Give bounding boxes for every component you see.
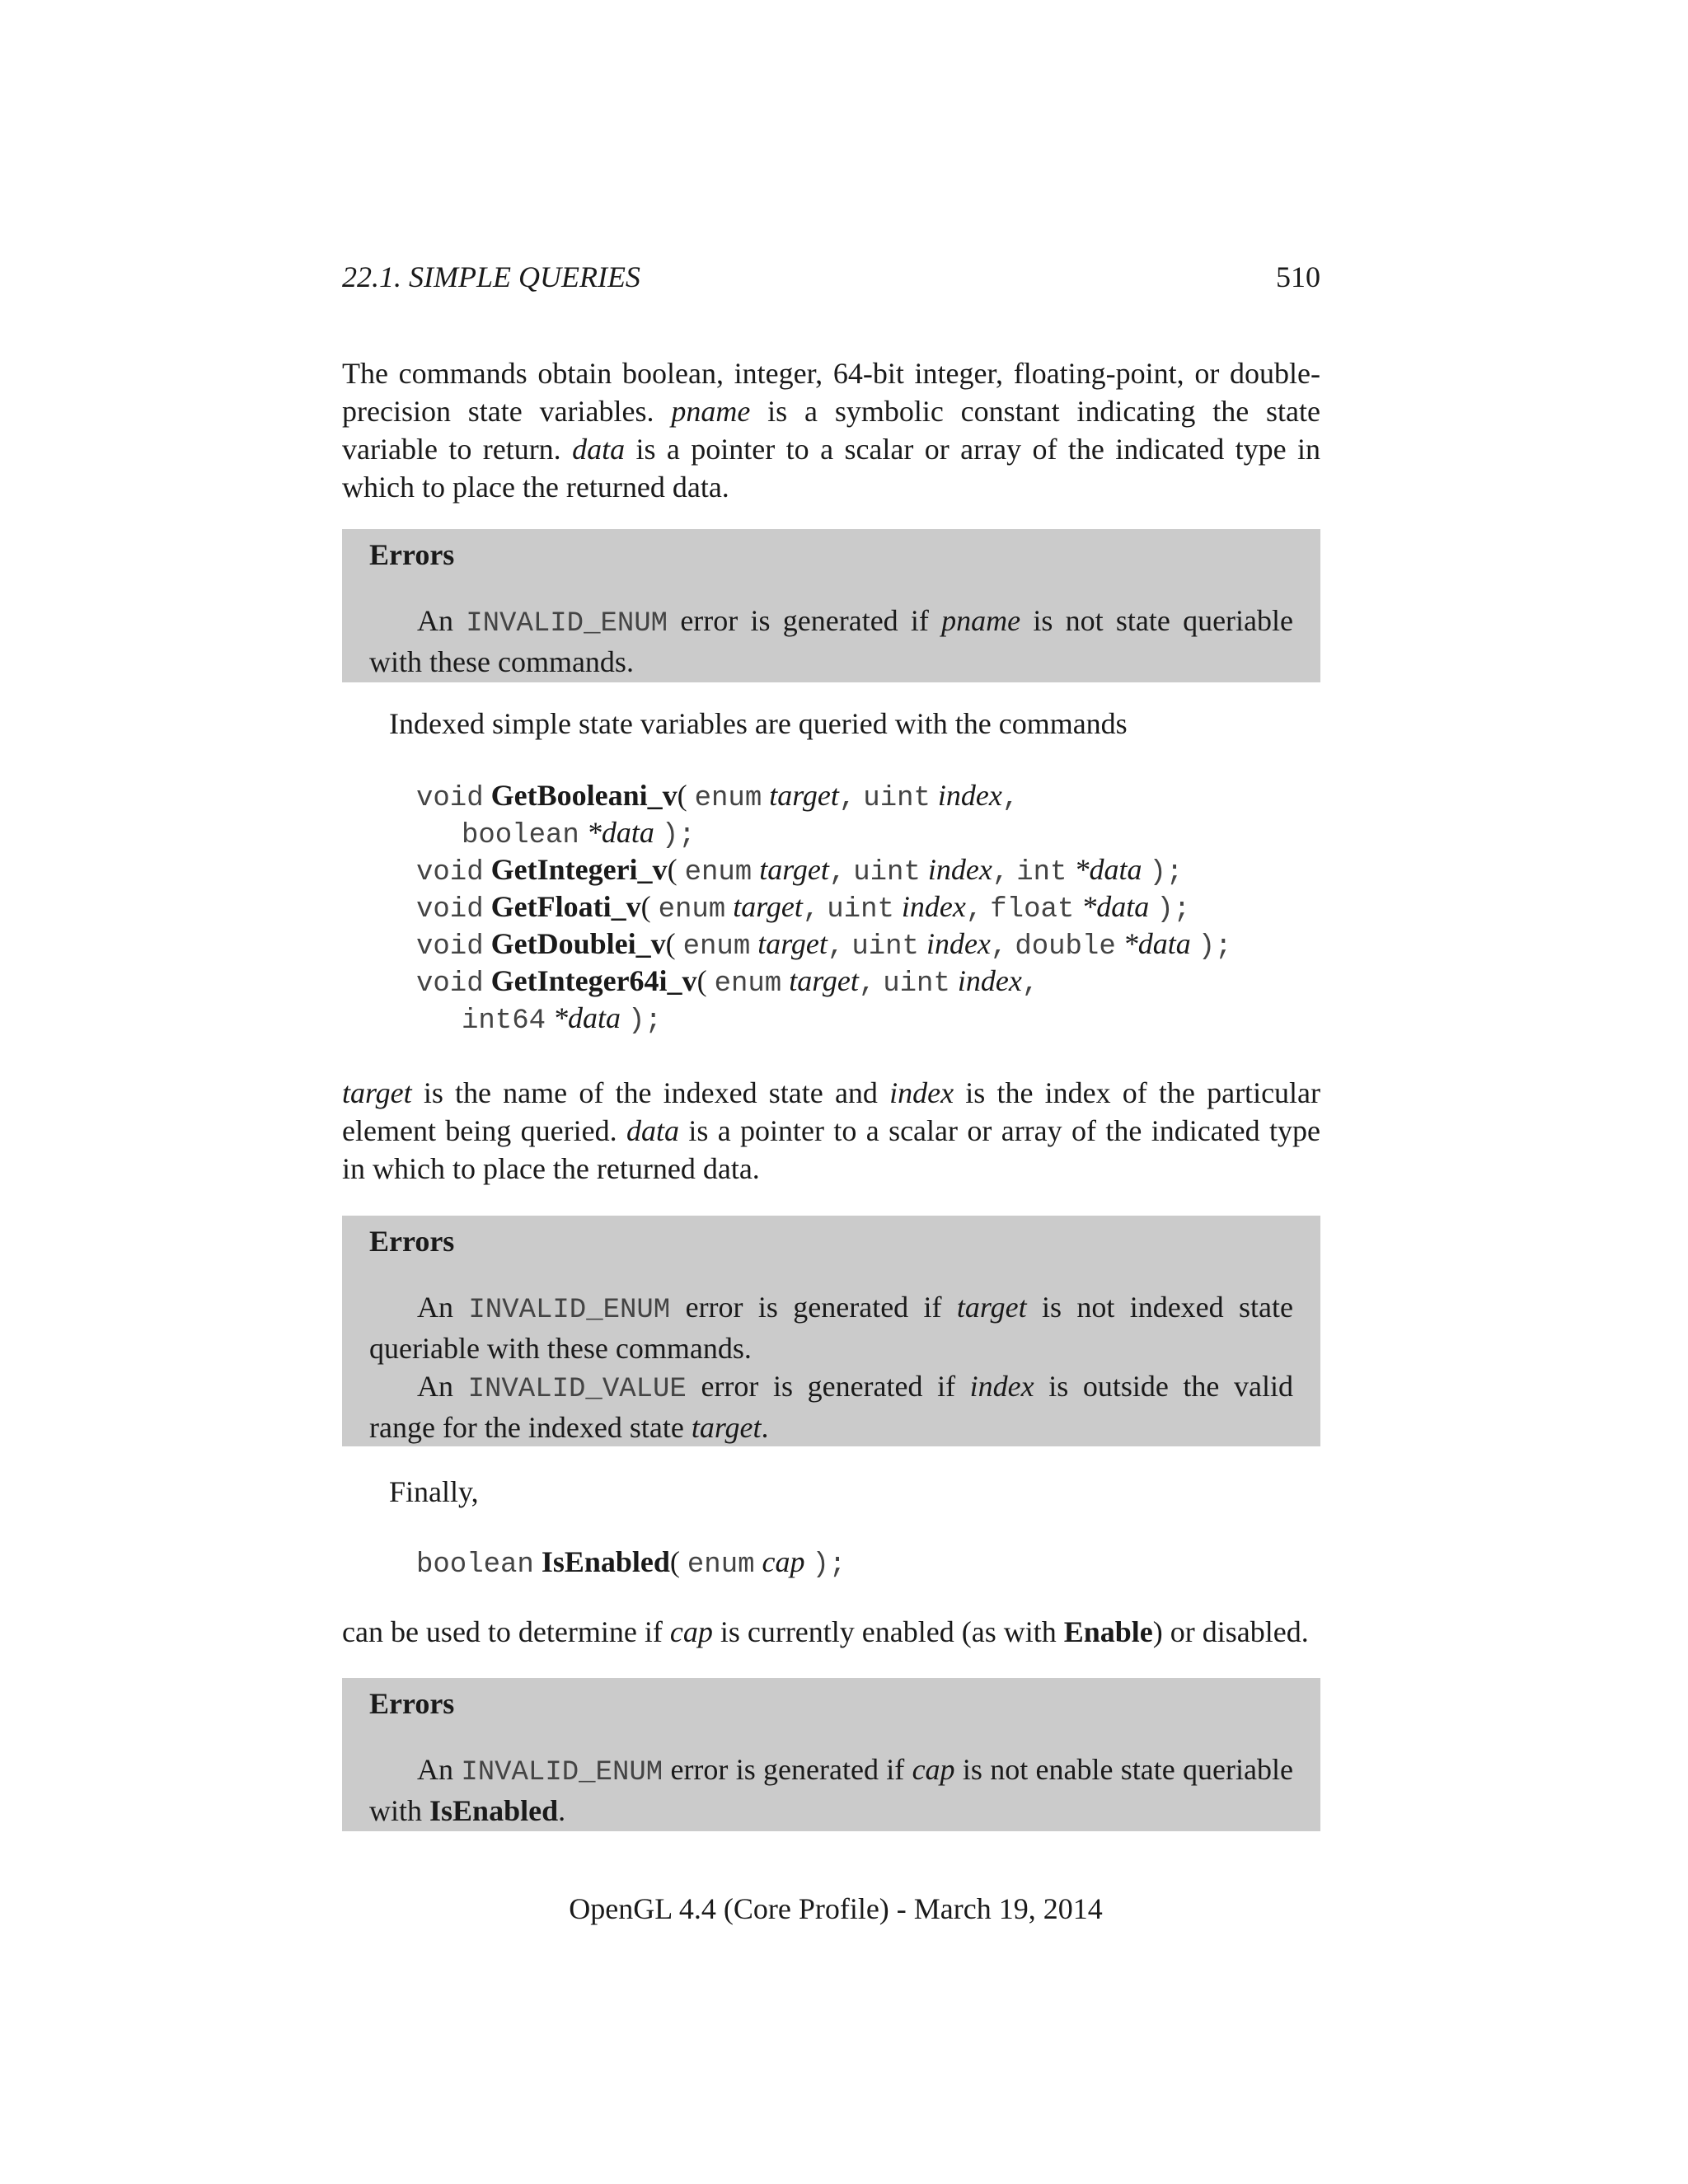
param-index: index [937, 779, 1002, 812]
code-keyword: enum [658, 894, 726, 926]
finally-text: Finally, [389, 1475, 479, 1508]
errors-box-3 [342, 1678, 1320, 1831]
errors-box-2 [342, 1216, 1320, 1446]
error-text [369, 602, 1293, 681]
paragraph-text: is a pointer to a scalar or array of the indicated type in which to place the returned data. [342, 1114, 1320, 1185]
code-punct: , [838, 783, 856, 814]
code-punct: ( [667, 853, 678, 886]
code-keyword: void [416, 894, 484, 926]
code-punct: , [990, 931, 1008, 963]
error-text [369, 1367, 1293, 1446]
errors-title: Errors [369, 1225, 455, 1258]
code-keyword: uint [883, 968, 950, 1000]
paragraph-text: can be used to determine if [342, 1615, 670, 1648]
intro-paragraph [342, 354, 1320, 506]
code-keyword: int [1016, 857, 1067, 888]
code-keyword: enum [682, 931, 751, 963]
param-index: index [927, 853, 992, 886]
param-data: *data [1074, 853, 1142, 886]
code-punct: ( [669, 1545, 680, 1578]
paragraph-text: is currently enabled (as with [712, 1615, 1064, 1648]
error-code: INVALID_ENUM [466, 608, 668, 640]
param-target: target [691, 1411, 762, 1444]
error-code: INVALID_VALUE [467, 1374, 687, 1405]
paragraph-text: is the name of the indexed state and [411, 1076, 890, 1109]
code-keyword: enum [694, 783, 762, 814]
code-punct: , [992, 857, 1010, 888]
param-data: *data [1123, 927, 1191, 960]
code-line [416, 776, 1232, 813]
param-index: index [926, 927, 991, 960]
error-code: INVALID_ENUM [468, 1295, 671, 1326]
function-name: GetIntegeri_v [490, 853, 668, 886]
code-punct: , [1021, 968, 1039, 1000]
cap-paragraph [342, 1613, 1320, 1651]
code-punct: ); [661, 820, 696, 851]
code-keyword: enum [687, 1549, 755, 1581]
code-keyword: uint [851, 931, 919, 963]
function-name: GetBooleani_v [490, 779, 678, 812]
code-keyword: boolean [462, 820, 579, 851]
code-keyword: void [416, 968, 484, 1000]
param-data: *data [586, 816, 654, 849]
error-fragment: is not indexed state queriable with these commands. [369, 1291, 1293, 1365]
code-keyword: boolean [416, 1549, 534, 1581]
code-line [416, 813, 1232, 851]
page-footer: OpenGL 4.4 (Core Profile) - March 19, 2014 [569, 1892, 1103, 1925]
code-keyword: uint [863, 783, 931, 814]
code-line [416, 962, 1232, 999]
indexed-intro: Indexed simple state variables are queried with the commands [389, 707, 1128, 740]
code-punct: , [828, 857, 846, 888]
param-pname: pname [671, 395, 751, 428]
function-name: GetInteger64i_v [490, 964, 697, 997]
error-fragment: is outside the valid range for the indexed state [369, 1370, 1293, 1444]
code-keyword: void [416, 783, 484, 814]
error-text [369, 1750, 1293, 1830]
param-target: target [769, 779, 839, 812]
intro-text: The commands obtain boolean, integer, 64-bit integer, floating-point, or double-precision state variables. [342, 357, 1320, 428]
code-punct: ( [677, 779, 687, 812]
code-punct: ); [1149, 857, 1184, 888]
code-punct: , [965, 894, 983, 926]
target-paragraph [342, 1074, 1320, 1188]
code-keyword: void [416, 931, 484, 963]
error-fragment: error is generated if [670, 1291, 957, 1324]
function-name: GetDoublei_v [490, 927, 666, 960]
param-target: target [956, 1291, 1027, 1324]
code-line [416, 851, 1232, 888]
code-line [416, 925, 1232, 962]
code-keyword: uint [853, 857, 921, 888]
param-index: index [969, 1370, 1034, 1403]
code-keyword: enum [684, 857, 753, 888]
code-punct: , [802, 894, 820, 926]
code-keyword: int64 [462, 1005, 546, 1037]
param-data: *data [1081, 890, 1150, 923]
param-target: target [342, 1076, 412, 1109]
error-code: INVALID_ENUM [461, 1757, 663, 1788]
code-punct: ); [628, 1005, 662, 1037]
param-cap: cap [912, 1753, 955, 1786]
isenabled-prototype [416, 1543, 846, 1584]
error-fragment: is not state queriable with these commands. [369, 604, 1293, 678]
error-fragment: is not enable state queriable with [369, 1753, 1293, 1827]
param-cap: cap [762, 1545, 805, 1578]
param-index: index [957, 964, 1022, 997]
paragraph-text: ) or disabled. [1152, 1615, 1309, 1648]
function-name: IsEnabled [429, 1794, 559, 1827]
code-keyword: double [1015, 931, 1116, 963]
code-punct: , [858, 968, 876, 1000]
code-line [416, 888, 1232, 925]
param-target: target [733, 890, 803, 923]
error-an: An [417, 604, 467, 637]
param-target: target [759, 853, 829, 886]
errors-title: Errors [369, 1687, 455, 1720]
param-data: data [626, 1114, 679, 1147]
param-data: data [572, 433, 626, 466]
error-fragment: . [761, 1411, 769, 1444]
error-text [369, 1288, 1293, 1367]
code-punct: , [827, 931, 845, 963]
code-punct: ( [665, 927, 676, 960]
intro-text: is a pointer to a scalar or array of the indicated type in which to place the returned data. [342, 433, 1320, 504]
code-keyword: void [416, 857, 484, 888]
code-punct: ); [1156, 894, 1191, 926]
code-punct: ); [1198, 931, 1232, 963]
running-header [342, 258, 1320, 296]
code-punct: ); [812, 1549, 846, 1581]
function-name: GetFloati_v [490, 890, 641, 923]
code-line [416, 999, 1232, 1036]
error-an: An [417, 1753, 462, 1786]
paragraph-text: is the index of the particular element being queried. [342, 1076, 1321, 1147]
errors-box-1 [342, 529, 1320, 682]
code-keyword: float [990, 894, 1075, 926]
param-target: target [757, 927, 828, 960]
param-data: *data [553, 1001, 621, 1034]
code-keyword: uint [827, 894, 894, 926]
param-index: index [889, 1076, 954, 1109]
code-punct: , [1001, 783, 1020, 814]
error-an: An [417, 1291, 469, 1324]
function-name: Enable [1063, 1615, 1153, 1648]
error-fragment: error is generated if [663, 1753, 912, 1786]
errors-title: Errors [369, 538, 455, 571]
param-index: index [901, 890, 966, 923]
section-title: 22.1. SIMPLE QUERIES [342, 260, 640, 293]
error-fragment: . [558, 1794, 566, 1827]
code-keyword: enum [714, 968, 782, 1000]
code-punct: ( [640, 890, 651, 923]
page-number: 510 [1276, 260, 1320, 293]
code-block [416, 776, 1232, 1036]
error-fragment: error is generated if [686, 1370, 970, 1403]
function-name: IsEnabled [541, 1545, 670, 1578]
param-cap: cap [669, 1615, 713, 1648]
error-fragment: error is generated if [668, 604, 942, 637]
code-punct: ( [696, 964, 707, 997]
param-target: target [789, 964, 859, 997]
intro-text: is a symbolic constant indicating the state variable to return. [342, 395, 1321, 466]
error-an: An [417, 1370, 468, 1403]
param-pname: pname [941, 604, 1021, 637]
